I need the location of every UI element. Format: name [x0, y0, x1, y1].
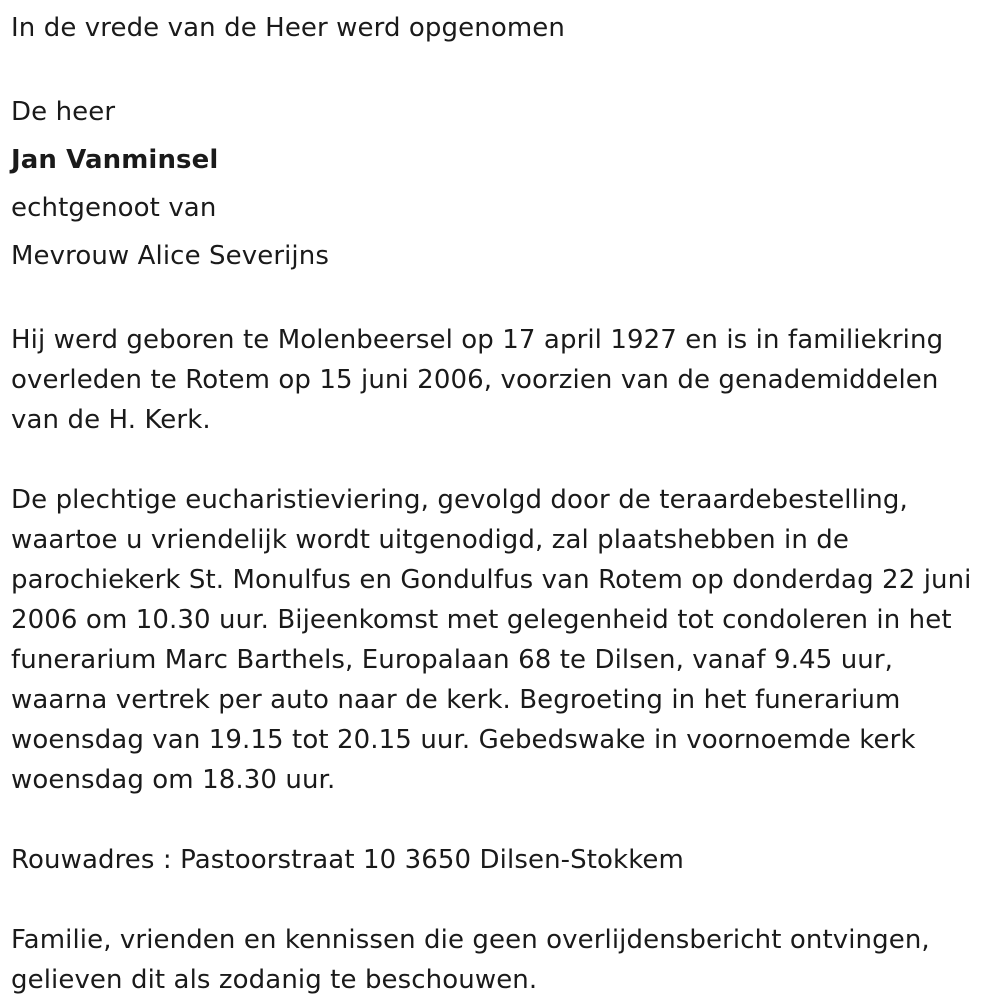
ceremony-paragraph: De plechtige eucharistieviering, gevolgd door de teraardebestelling, waartoe u vriendelijk wordt uitgenodigd, zal plaatshebben in de parochiekerk St. Monulfus en Gondulfus van Rotem op donderdag 22 juni 2006 om 10.30 uur. Bijeenkomst met gelegenheid tot condoleren in het funerarium Marc Barthels, Europalaan 68 te Dilsen, vanaf 9.45 uur, waarna vertrek per auto naar de kerk. Begroeting in het funerarium woensdag van 19.15 tot 20.15 uur. Gebedswake in voornoemde kerk woensdag om 18.30 uur. — [11, 485, 972, 795]
birth-death-paragraph: Hij werd geboren te Molenbeersel op 17 april 1927 en is in familiekring overleden te Rotem op 15 juni 2006, voorzien van de genademiddelen van de H. Kerk. — [11, 325, 944, 435]
spacer — [11, 880, 990, 920]
spacer — [11, 440, 990, 480]
closing-paragraph: Familie, vrienden en kennissen die geen overlijdensbericht ontvingen, gelieven dit als zodanig te beschouwen. — [11, 925, 930, 995]
mourning-address: Rouwadres : Pastoorstraat 10 3650 Dilsen-Stokkem — [11, 845, 684, 875]
spacer — [11, 280, 990, 320]
relation-line: echtgenoot van — [11, 193, 217, 223]
spacer — [11, 800, 990, 840]
salutation: De heer — [11, 97, 116, 127]
spacer — [11, 48, 990, 88]
deceased-name: Jan Vanminsel — [11, 145, 219, 175]
spouse-name: Mevrouw Alice Severijns — [11, 241, 329, 271]
intro-line: In de vrede van de Heer werd opgenomen — [11, 13, 565, 43]
